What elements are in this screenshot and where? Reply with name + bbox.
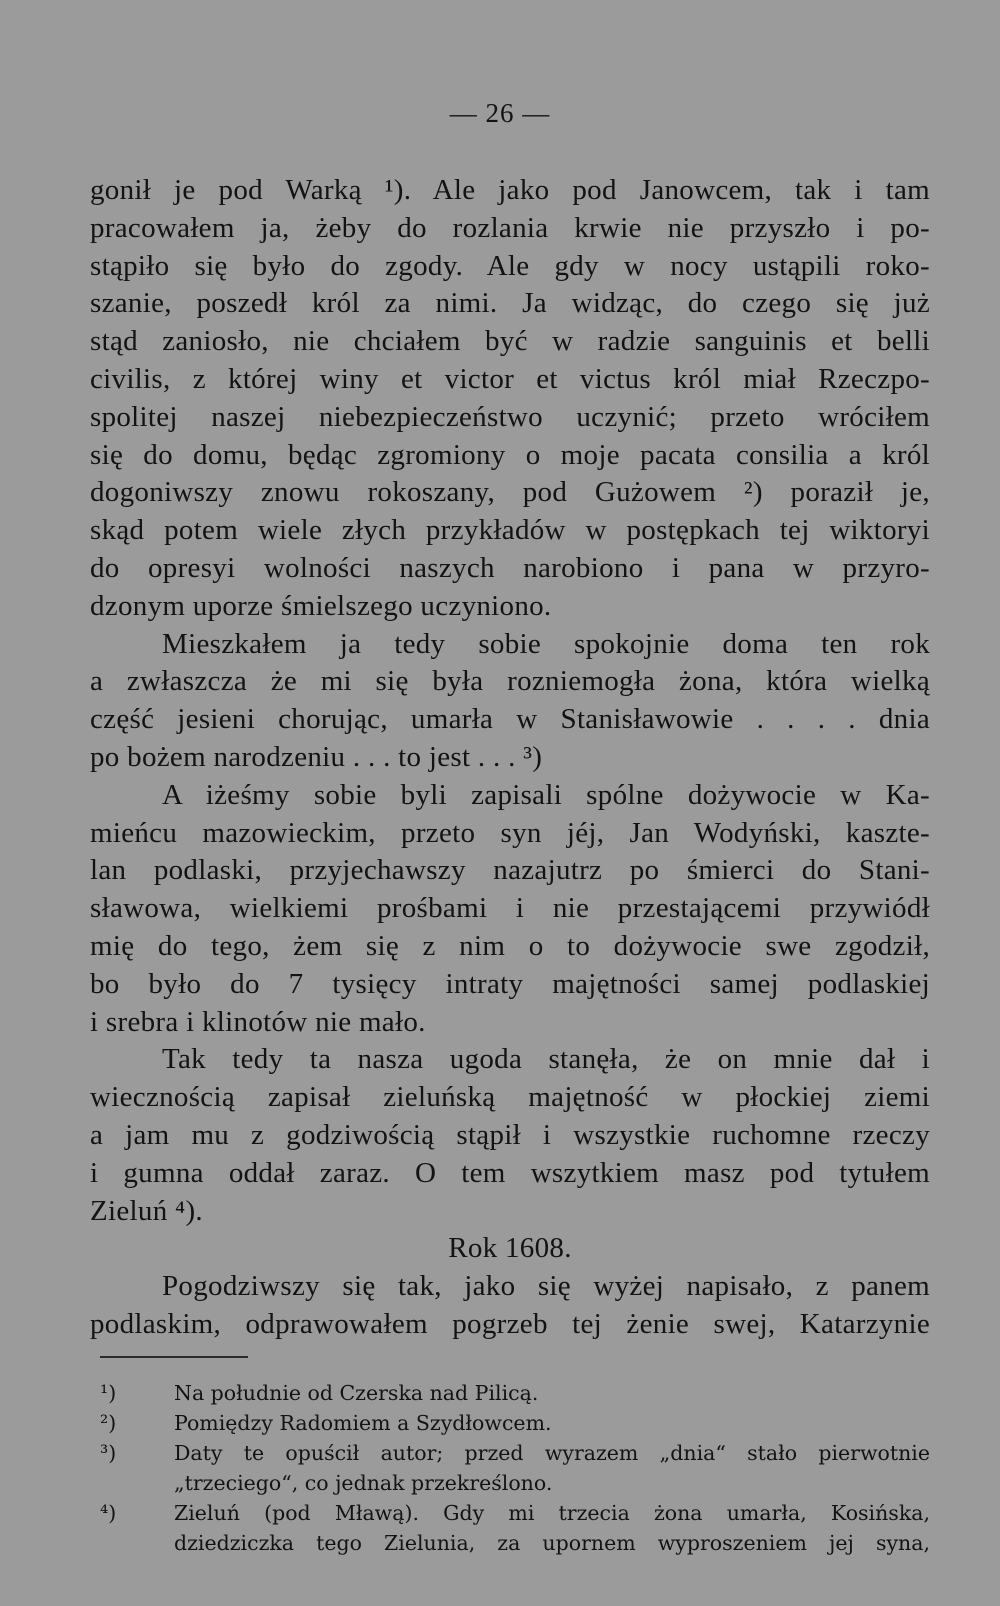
text-line: mię do tego, żem się z nim o to dożywocie swe zgodził, — [90, 929, 930, 962]
text-line: Tak tedy ta nasza ugoda stanęła, że on mnie dał i — [162, 1043, 930, 1076]
text-line: dogoniwszy znowu rokoszany, pod Gużowem ²) poraził je, — [90, 476, 930, 509]
text-line: a zwłaszcza że mi się była rozniemogła żona, która wielką — [90, 665, 930, 698]
text-line: po bożem narodzeniu . . . to jest . . . ³) — [90, 740, 543, 773]
text-line: A iżeśmy sobie byli zapisali spólne dożywocie w Ka- — [162, 778, 930, 811]
text-line: skąd potem wiele złych przykładów w postępkach tej wiktoryi — [90, 514, 930, 547]
footnote-text: Zieluń (pod Mławą). Gdy mi trzecia żona umarła, Kosińska, — [174, 1501, 930, 1525]
text-line: wiecznością zapisał zieluńską majętność w płockiej ziemi — [90, 1081, 930, 1114]
section-heading: Rok 1608. — [448, 1232, 572, 1265]
footnote — [100, 1438, 930, 1468]
footnote-text: Daty te opuścił autor; przed wyrazem „dnia“ stało pierwotnie — [174, 1441, 930, 1465]
footnote-number: ³) — [100, 1441, 117, 1465]
main-text — [90, 172, 930, 1344]
footnote — [100, 1408, 930, 1438]
text-line: sławowa, wielkiemi prośbami i nie przestającemi przywiódł — [90, 892, 930, 925]
text-line: Zieluń ⁴). — [90, 1194, 203, 1227]
text-line: podlaskim, odprawowałem pogrzeb tej żenie swej, Katarzynie — [90, 1307, 930, 1340]
footnotes — [100, 1378, 930, 1558]
text-line: mieńcu mazowieckim, przeto syn jéj, Jan Wodyński, kaszte- — [90, 816, 930, 849]
text-line: stąd zaniosło, nie chciałem być w radzie sanguinis et belli — [90, 325, 930, 358]
footnote-text: Pomiędzy Radomiem a Szydłowcem. — [174, 1411, 552, 1435]
text-line: pracowałem ja, żeby do rozlania krwie nie przyszło i po- — [90, 211, 930, 244]
footnote-number: ⁴) — [100, 1501, 117, 1525]
footnote-number: ¹) — [100, 1381, 117, 1405]
footnote — [100, 1498, 930, 1528]
text-line: i srebra i klinotów nie mało. — [90, 1005, 426, 1038]
footnote-text: Na południe od Czerska nad Pilicą. — [174, 1381, 539, 1405]
text-line: część jesieni chorując, umarła w Stanisławowie . . . . dnia — [90, 703, 930, 736]
footnote-continuation: „trzeciego“, co jednak przekreślono. — [174, 1471, 553, 1495]
text-line: spolitej naszej niebezpieczeństwo uczynić; przeto wróciłem — [90, 400, 930, 433]
footnote-divider — [100, 1356, 248, 1358]
text-line: bo było do 7 tysięcy intraty majętności samej podlaskiej — [90, 967, 930, 1000]
text-line: i gumna oddał zaraz. O tem wszytkiem masz pod tytułem — [90, 1156, 930, 1189]
text-line: dzonym uporze śmielszego uczyniono. — [90, 589, 552, 622]
text-line: civilis, z której winy et victor et victus król miał Rzeczpo- — [90, 362, 930, 395]
text-line: Mieszkałem ja tedy sobie spokojnie doma ten rok — [162, 627, 930, 660]
text-line: do opresyi wolności naszych narobiono i pana w przyro- — [90, 551, 930, 584]
page-number: — 26 — — [449, 98, 551, 128]
text-line: Pogodziwszy się tak, jako się wyżej napisało, z panem — [162, 1270, 930, 1303]
text-line: stąpiło się było do zgody. Ale gdy w nocy ustąpili roko- — [90, 249, 930, 282]
text-line: gonił je pod Warką ¹). Ale jako pod Janowcem, tak i tam — [90, 174, 930, 206]
footnote — [100, 1378, 930, 1408]
text-line: lan podlaski, przyjechawszy nazajutrz po śmierci do Stani- — [90, 854, 930, 887]
text-line: a jam mu z godziwością stąpił i wszystkie ruchomne rzeczy — [90, 1118, 930, 1151]
text-line: szanie, poszedł król za nimi. Ja widząc, do czego się już — [90, 287, 930, 320]
footnote-number: ²) — [100, 1411, 117, 1435]
text-line: się do domu, będąc zgromiony o moje pacata consilia a król — [90, 438, 930, 471]
footnote-continuation: dziedziczka tego Zielunia, za upornem wyproszeniem jej syna, — [174, 1531, 930, 1555]
